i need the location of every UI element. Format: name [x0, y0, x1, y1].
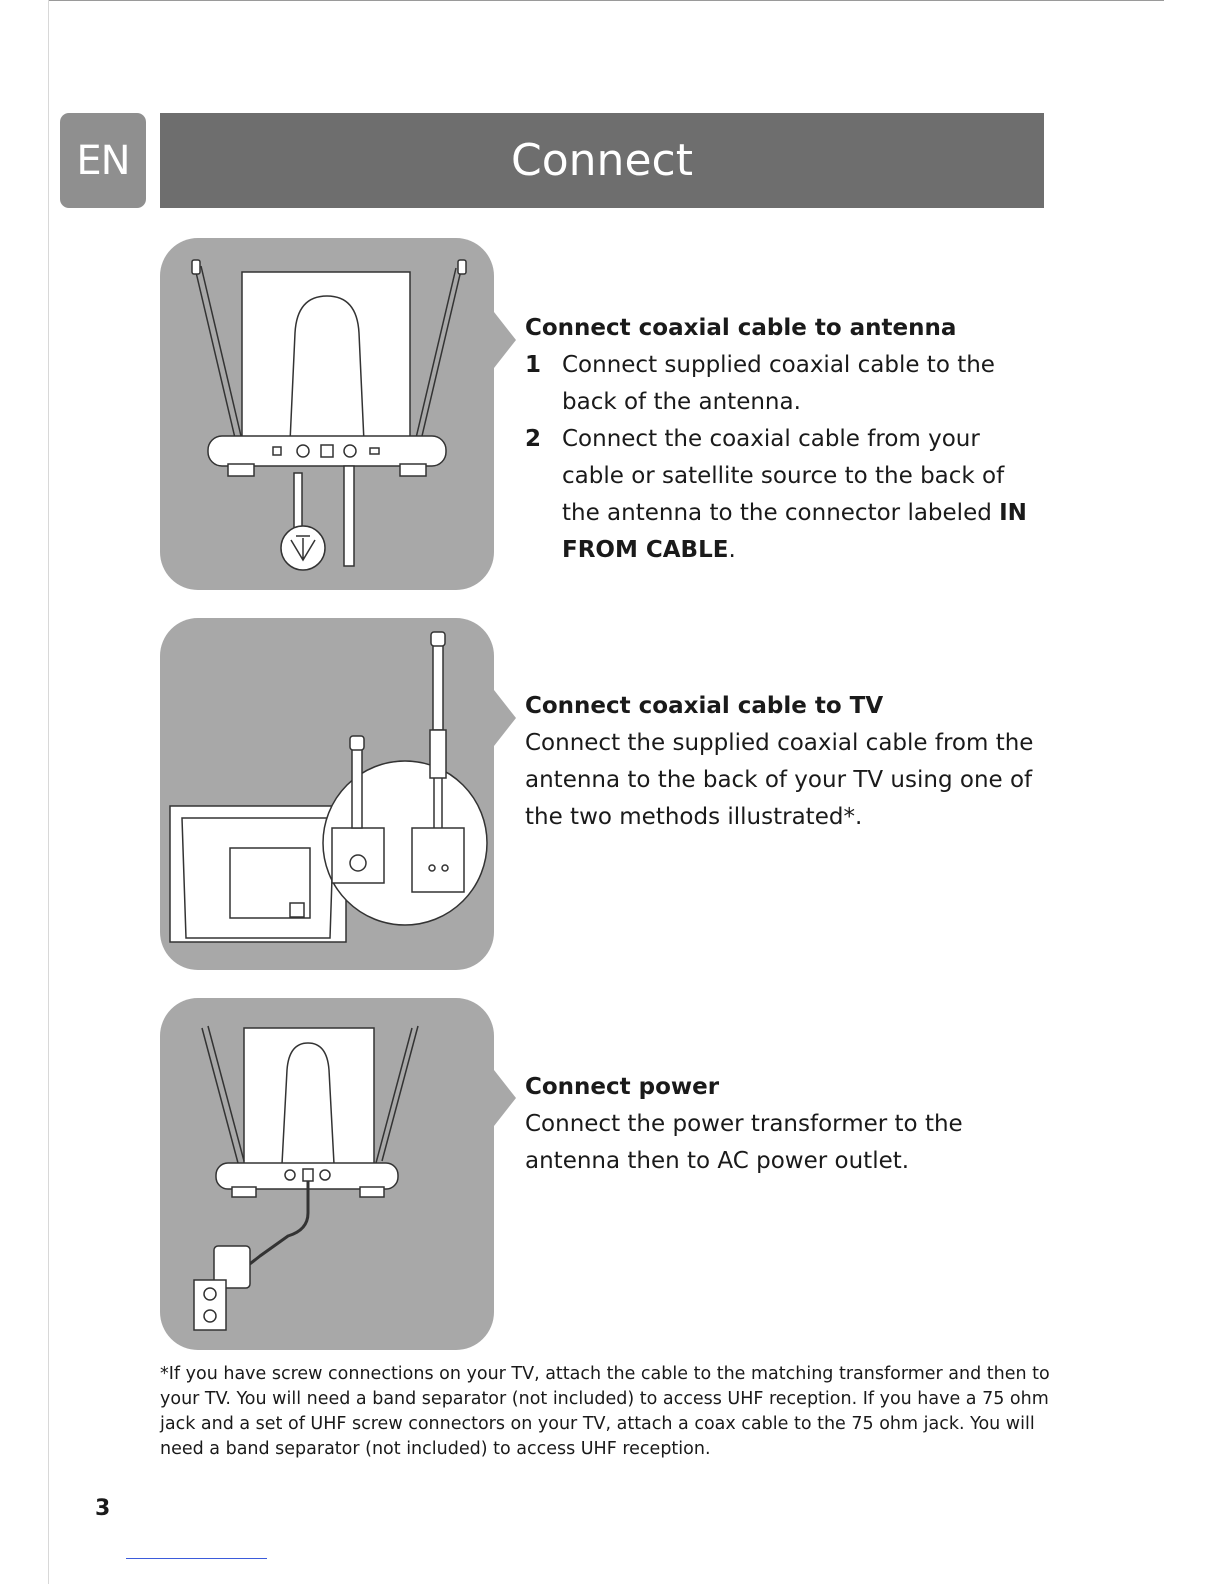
bottom-link-underline	[126, 1558, 267, 1559]
footnote: *If you have screw connections on your TV, attach the cable to the matching transformer and then to your TV. You will need a band separator (not included) to access UHF reception. If you have a 75 ohm jack and a set of UHF screw connectors on your TV, attach a coax cable to the 75 ohm jack. You will need a band separator (not included) to access UHF reception.	[160, 1364, 1050, 1459]
section-heading: Connect coaxial cable to antenna	[525, 315, 957, 341]
section-heading: Connect power	[525, 1074, 720, 1100]
section-connect-power	[525, 1069, 1045, 1180]
callout-pointer	[494, 690, 516, 746]
section-heading: Connect coaxial cable to TV	[525, 693, 884, 719]
callout-pointer	[494, 1070, 516, 1126]
power-connection-drawing	[160, 998, 494, 1350]
step-number: 1	[525, 352, 542, 378]
tv-cable-illustration	[160, 618, 494, 970]
step-number: 2	[525, 426, 542, 452]
step-text: Connect the coaxial cable from your cable or satellite source to the back of the antenna to the connector labeled	[562, 426, 1005, 526]
step-text-end: .	[728, 537, 736, 563]
antenna-back-drawing	[160, 238, 494, 590]
section-connect-tv	[525, 688, 1045, 836]
tv-back-drawing	[160, 618, 494, 970]
list-item	[525, 347, 1045, 421]
antenna-cable-illustration	[160, 238, 494, 590]
left-margin-rule	[48, 0, 49, 1584]
top-rule	[48, 0, 1164, 1]
connector-label: IN FROM CABLE	[562, 500, 1027, 563]
power-illustration	[160, 998, 494, 1350]
section-body: Connect the power transformer to the antenna then to AC power outlet.	[525, 1111, 963, 1174]
page-title: Connect	[160, 113, 1044, 208]
step-text: Connect supplied coaxial cable to the back of the antenna.	[562, 352, 995, 415]
language-tab: EN	[60, 113, 146, 208]
section-connect-antenna	[525, 310, 1045, 569]
step-list	[525, 347, 1045, 569]
section-body: Connect the supplied coaxial cable from the antenna to the back of your TV using one of the two methods illustrated*.	[525, 730, 1034, 830]
list-item	[525, 421, 1045, 569]
callout-pointer	[494, 312, 516, 368]
page-number: 3	[95, 1496, 111, 1521]
